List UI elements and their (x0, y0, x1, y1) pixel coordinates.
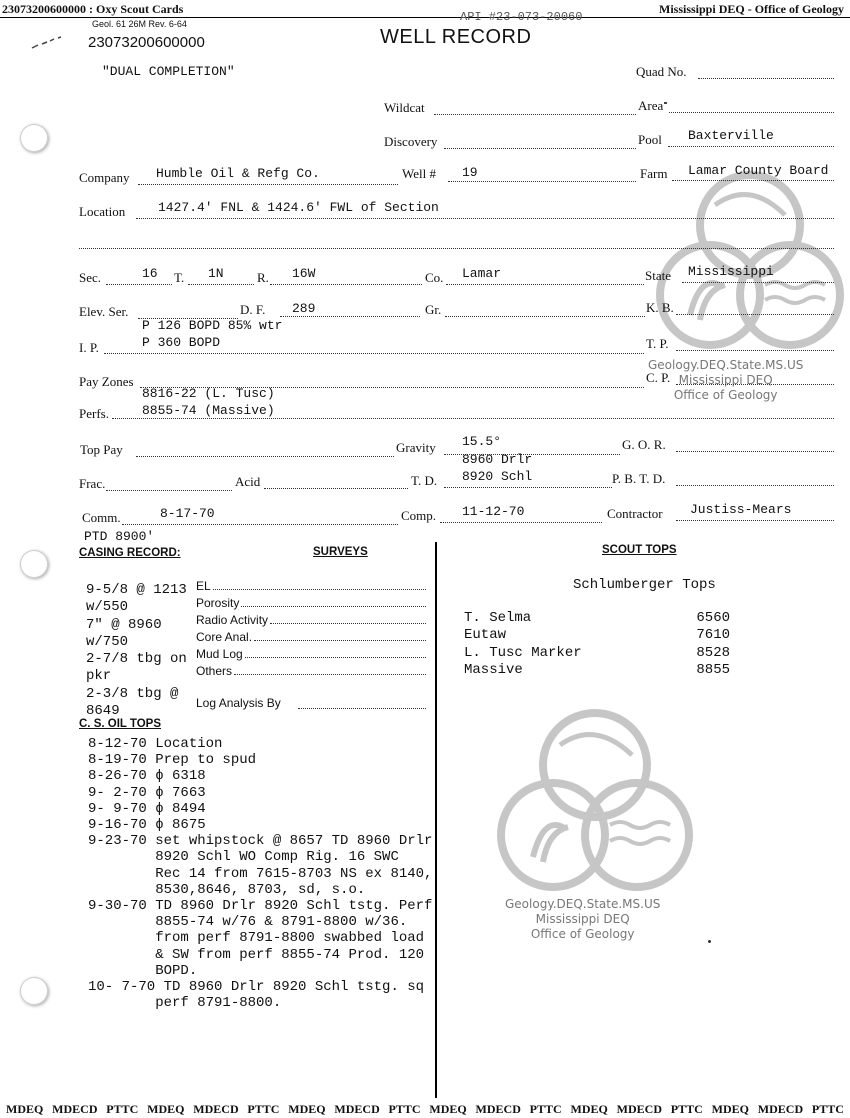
scout-top-depth: 7610 (696, 627, 730, 644)
surveys-heading: SURVEYS (313, 546, 368, 558)
ip-line (104, 353, 644, 354)
log-analysis-line (298, 708, 426, 709)
tp-line (676, 350, 834, 351)
survey-item (196, 593, 426, 610)
comm-label: Comm. (82, 510, 121, 525)
co-label: Co. (425, 270, 444, 285)
scout-top-name: Eutaw (464, 627, 507, 644)
watermark-line3: Office of Geology (530, 927, 635, 941)
survey-item (196, 644, 426, 661)
cs-oil-tops-line: 10- 7-70 TD 8960 Drlr 8920 Schl tstg. sq (88, 979, 425, 996)
quad-line (698, 78, 834, 79)
perfs-line (112, 418, 834, 419)
watermark-logo-top (655, 165, 845, 355)
cs-oil-tops-line: 9-23-70 set whipstock @ 8657 TD 8960 Drlr (88, 833, 433, 850)
wildcat-line (434, 114, 636, 115)
scout-top-depth: 6560 (696, 610, 730, 626)
location-line (136, 218, 834, 219)
state-value: Mississippi (688, 264, 774, 279)
company-line (138, 184, 398, 185)
acid-label: Acid (235, 474, 261, 489)
company-value: Humble Oil & Refg Co. (156, 166, 320, 181)
r-value: 16W (292, 266, 316, 281)
comm-value: 8-17-70 (160, 506, 215, 521)
api-number-stamped: 23073200600000 (88, 34, 205, 51)
survey-item (196, 627, 426, 644)
watermark-line1: Geology.DEQ.State.MS.US (505, 897, 661, 911)
df-value: 289 (292, 301, 316, 316)
kb-line (676, 314, 834, 315)
punch-hole-middle (20, 550, 48, 578)
farm-line (672, 180, 834, 181)
casing-line: 8649 (86, 703, 120, 720)
wildcat-label: Wildcat (384, 100, 425, 115)
cs-oil-tops-line: Rec 14 from 7615-8703 NS ex 8140, (88, 865, 433, 882)
scout-tops-row (464, 627, 730, 644)
pay-zone-1: 8816-22 (L. Tusc) (142, 386, 275, 401)
footer-item: PTTC (670, 1102, 703, 1116)
company-label: Company (79, 170, 130, 185)
watermark-text-bottom (505, 897, 660, 942)
survey-item-line (241, 606, 426, 607)
td-label: T. D. (411, 473, 438, 488)
watermark-text-top (648, 358, 803, 403)
cs-oil-tops-line: 9-30-70 TD 8960 Drlr 8920 Schl tstg. Perf (88, 898, 433, 915)
form-number: Geol. 61 26M Rev. 6-64 (92, 19, 187, 29)
comp-line (440, 522, 602, 523)
df-line (280, 316, 420, 317)
cs-oil-tops-line: 8-26-70 ϕ 6318 (88, 768, 206, 785)
cs-oil-tops-heading: C. S. OIL TOPS (79, 718, 162, 730)
survey-item-label: Mud Log (196, 647, 243, 661)
log-analysis-label: Log Analysis By (196, 696, 281, 710)
scout-top-depth: 8855 (696, 661, 730, 678)
discovery-line (444, 148, 636, 149)
tp-label: T. P. (646, 336, 669, 351)
sec-value: 16 (142, 266, 158, 281)
footer-item: MDEQ (6, 1102, 44, 1116)
survey-item-label: Core Anal. (196, 630, 253, 644)
form-title: WELL RECORD (380, 26, 532, 48)
pool-label: Pool (638, 132, 662, 147)
contractor-line (676, 520, 834, 521)
footer-item: MDECD (52, 1102, 98, 1116)
perfs-label: Perfs. (79, 406, 109, 421)
pbtd-line (676, 485, 834, 486)
casing-line: 2-3/8 tbg @ (86, 685, 179, 702)
casing-line: pkr (86, 668, 112, 685)
top-pay-label: Top Pay (80, 442, 123, 457)
df-label: D. F. (240, 302, 266, 317)
survey-item (196, 576, 426, 593)
frac-line (106, 490, 232, 491)
stray-mark (664, 102, 667, 104)
watermark-line2: Mississippi DEQ (535, 912, 630, 926)
state-line (682, 282, 834, 283)
footer-item: PTTC (247, 1102, 280, 1116)
scout-top-depth: 8528 (696, 644, 730, 661)
sec-line (106, 284, 172, 285)
footer-bar (6, 1102, 844, 1117)
header-right: Mississippi DEQ - Office of Geology (659, 2, 844, 16)
watermark-line2: Mississippi DEQ (678, 373, 773, 387)
ip-label: I. P. (79, 340, 99, 355)
ptd-value: PTD 8900' (84, 529, 155, 544)
watermark-logo-bottom (495, 705, 700, 900)
scout-top-name: L. Tusc Marker (464, 644, 582, 661)
area-label: Area (638, 98, 664, 113)
scout-tops-row (464, 645, 730, 662)
comp-label: Comp. (401, 508, 437, 523)
footer-item: PTTC (388, 1102, 421, 1116)
td-value-2: 8920 Schl (462, 469, 533, 484)
farm-label: Farm (640, 166, 668, 181)
scout-top-name: Massive (464, 661, 523, 678)
cs-oil-tops-line: 8-12-70 Location (88, 736, 223, 752)
scout-tops-row (464, 662, 730, 679)
footer-item: MDEQ (288, 1102, 326, 1116)
survey-item-label: Radio Activity (196, 613, 269, 627)
punch-hole-bottom (20, 977, 48, 1005)
footer-item: MDECD (193, 1102, 239, 1116)
casing-record-list (86, 582, 187, 720)
scout-tops-heading: SCOUT TOPS (602, 544, 677, 556)
cp-line (676, 384, 834, 385)
survey-item-line (245, 657, 426, 658)
casing-line: w/750 (86, 633, 129, 650)
survey-item-line (254, 640, 426, 641)
quad-label: Quad No. (636, 64, 687, 79)
scout-tops-subheading: Schlumberger Tops (573, 577, 716, 593)
scout-tops-row (464, 610, 730, 627)
cs-oil-tops-line: perf 8791-8800. (88, 995, 282, 1012)
survey-item-label: EL (196, 579, 211, 593)
cs-oil-tops-line: 8920 Schl WO Comp Rig. 16 SWC (88, 849, 399, 866)
punch-hole-top (20, 124, 48, 152)
well-line (448, 181, 636, 182)
pool-value: Baxterville (688, 128, 774, 143)
location-label: Location (79, 204, 126, 219)
cs-oil-tops-line: 9- 9-70 ϕ 8494 (88, 800, 206, 817)
casing-line: w/550 (86, 599, 129, 616)
r-line (270, 284, 422, 285)
kb-label: K. B. (646, 300, 674, 315)
casing-line: 9-5/8 @ 1213 (86, 582, 187, 598)
top-pay-line (136, 456, 394, 457)
location-line-2 (79, 248, 834, 249)
area-line (669, 112, 834, 113)
acid-line (264, 488, 408, 489)
gravity-value: 15.5° (462, 434, 502, 449)
scout-top-name: T. Selma (464, 610, 532, 626)
cs-oil-tops-list (88, 736, 432, 1011)
cs-oil-tops-line: BOPD. (88, 962, 198, 979)
footer-item: MDECD (616, 1102, 662, 1116)
contractor-label: Contractor (607, 506, 663, 521)
cs-oil-tops-line: 8530,8646, 8703, sd, s.o. (88, 881, 366, 898)
casing-record-heading: CASING RECORD: (79, 547, 181, 559)
footer-item: MDEQ (570, 1102, 608, 1116)
survey-item-line (213, 589, 426, 590)
discovery-label: Discovery (384, 134, 438, 149)
pbtd-label: P. B. T. D. (612, 471, 666, 486)
survey-item-label: Porosity (196, 596, 240, 610)
pool-line (668, 146, 834, 147)
co-line (446, 284, 644, 285)
footer-item: MDECD (757, 1102, 804, 1116)
gor-label: G. O. R. (622, 437, 666, 452)
ip-value-2: P 360 BOPD (142, 335, 221, 350)
casing-line: 2-7/8 tbg on (86, 651, 187, 668)
pay-zone-2: 8855-74 (Massive) (142, 403, 275, 418)
state-label: State (645, 268, 671, 283)
gr-line (445, 316, 645, 317)
casing-line: 7" @ 8960 (86, 616, 162, 633)
cs-oil-tops-line: 8855-74 w/76 & 8791-8800 w/36. (88, 914, 408, 931)
survey-item-label: Others (196, 664, 233, 678)
t-line (188, 284, 254, 285)
survey-item (196, 610, 426, 627)
gr-label: Gr. (425, 302, 442, 317)
cs-oil-tops-line: 8-19-70 Prep to spud (88, 752, 257, 769)
elev-label: Elev. Ser. (79, 304, 129, 319)
t-label: T. (174, 270, 185, 285)
footer-item: MDEQ (429, 1102, 467, 1116)
cs-oil-tops-line: 9- 2-70 ϕ 7663 (88, 784, 206, 801)
pencil-marks (30, 32, 70, 52)
header-rule (0, 17, 850, 18)
watermark-line1: Geology.DEQ.State.MS.US (648, 358, 804, 372)
dual-completion-note: "DUAL COMPLETION" (102, 64, 235, 79)
comm-line (122, 524, 398, 525)
sec-label: Sec. (79, 270, 102, 285)
survey-item-line (270, 623, 426, 624)
gor-line (676, 451, 834, 452)
comp-value: 11-12-70 (462, 504, 525, 519)
r-label: R. (257, 270, 269, 285)
cs-oil-tops-line: from perf 8791-8800 swabbed load (88, 930, 425, 947)
scout-tops-table (464, 610, 730, 679)
gravity-label: Gravity (396, 440, 436, 455)
cp-label: C. P. (646, 370, 671, 385)
stray-mark (708, 940, 711, 943)
survey-item (196, 661, 426, 678)
location-value: 1427.4' FNL & 1424.6' FWL of Section (158, 200, 439, 215)
footer-item: PTTC (106, 1102, 139, 1116)
contractor-value: Justiss-Mears (690, 502, 792, 517)
watermark-line3: Office of Geology (673, 388, 778, 402)
cs-oil-tops-line: & SW from perf 8855-74 Prod. 120 (88, 946, 425, 963)
surveys-list (196, 576, 426, 678)
td-line (444, 487, 612, 488)
survey-item-line (234, 674, 426, 675)
footer-item: PTTC (529, 1102, 562, 1116)
td-value-1: 8960 Drlr (462, 452, 533, 467)
footer-item: PTTC (811, 1102, 844, 1116)
footer-item: MDEQ (711, 1102, 749, 1116)
footer-item: MDECD (475, 1102, 521, 1116)
well-value: 19 (462, 165, 478, 180)
vertical-divider (435, 542, 437, 1098)
footer-item: MDEQ (147, 1102, 185, 1116)
pay-zones-label: Pay Zones (79, 374, 134, 389)
api-number-handwritten: API #23-073-20060 (460, 10, 583, 24)
co-value: Lamar (462, 266, 502, 281)
farm-value: Lamar County Board (688, 163, 829, 178)
footer-item: MDECD (334, 1102, 380, 1116)
header-left: 23073200600000 : Oxy Scout Cards (2, 2, 184, 16)
frac-label: Frac. (79, 476, 106, 491)
well-label: Well # (402, 166, 436, 181)
cs-oil-tops-line: 9-16-70 ϕ 8675 (88, 817, 206, 834)
t-value: 1N (208, 266, 224, 281)
ip-value-1: P 126 BOPD 85% wtr (142, 318, 283, 333)
